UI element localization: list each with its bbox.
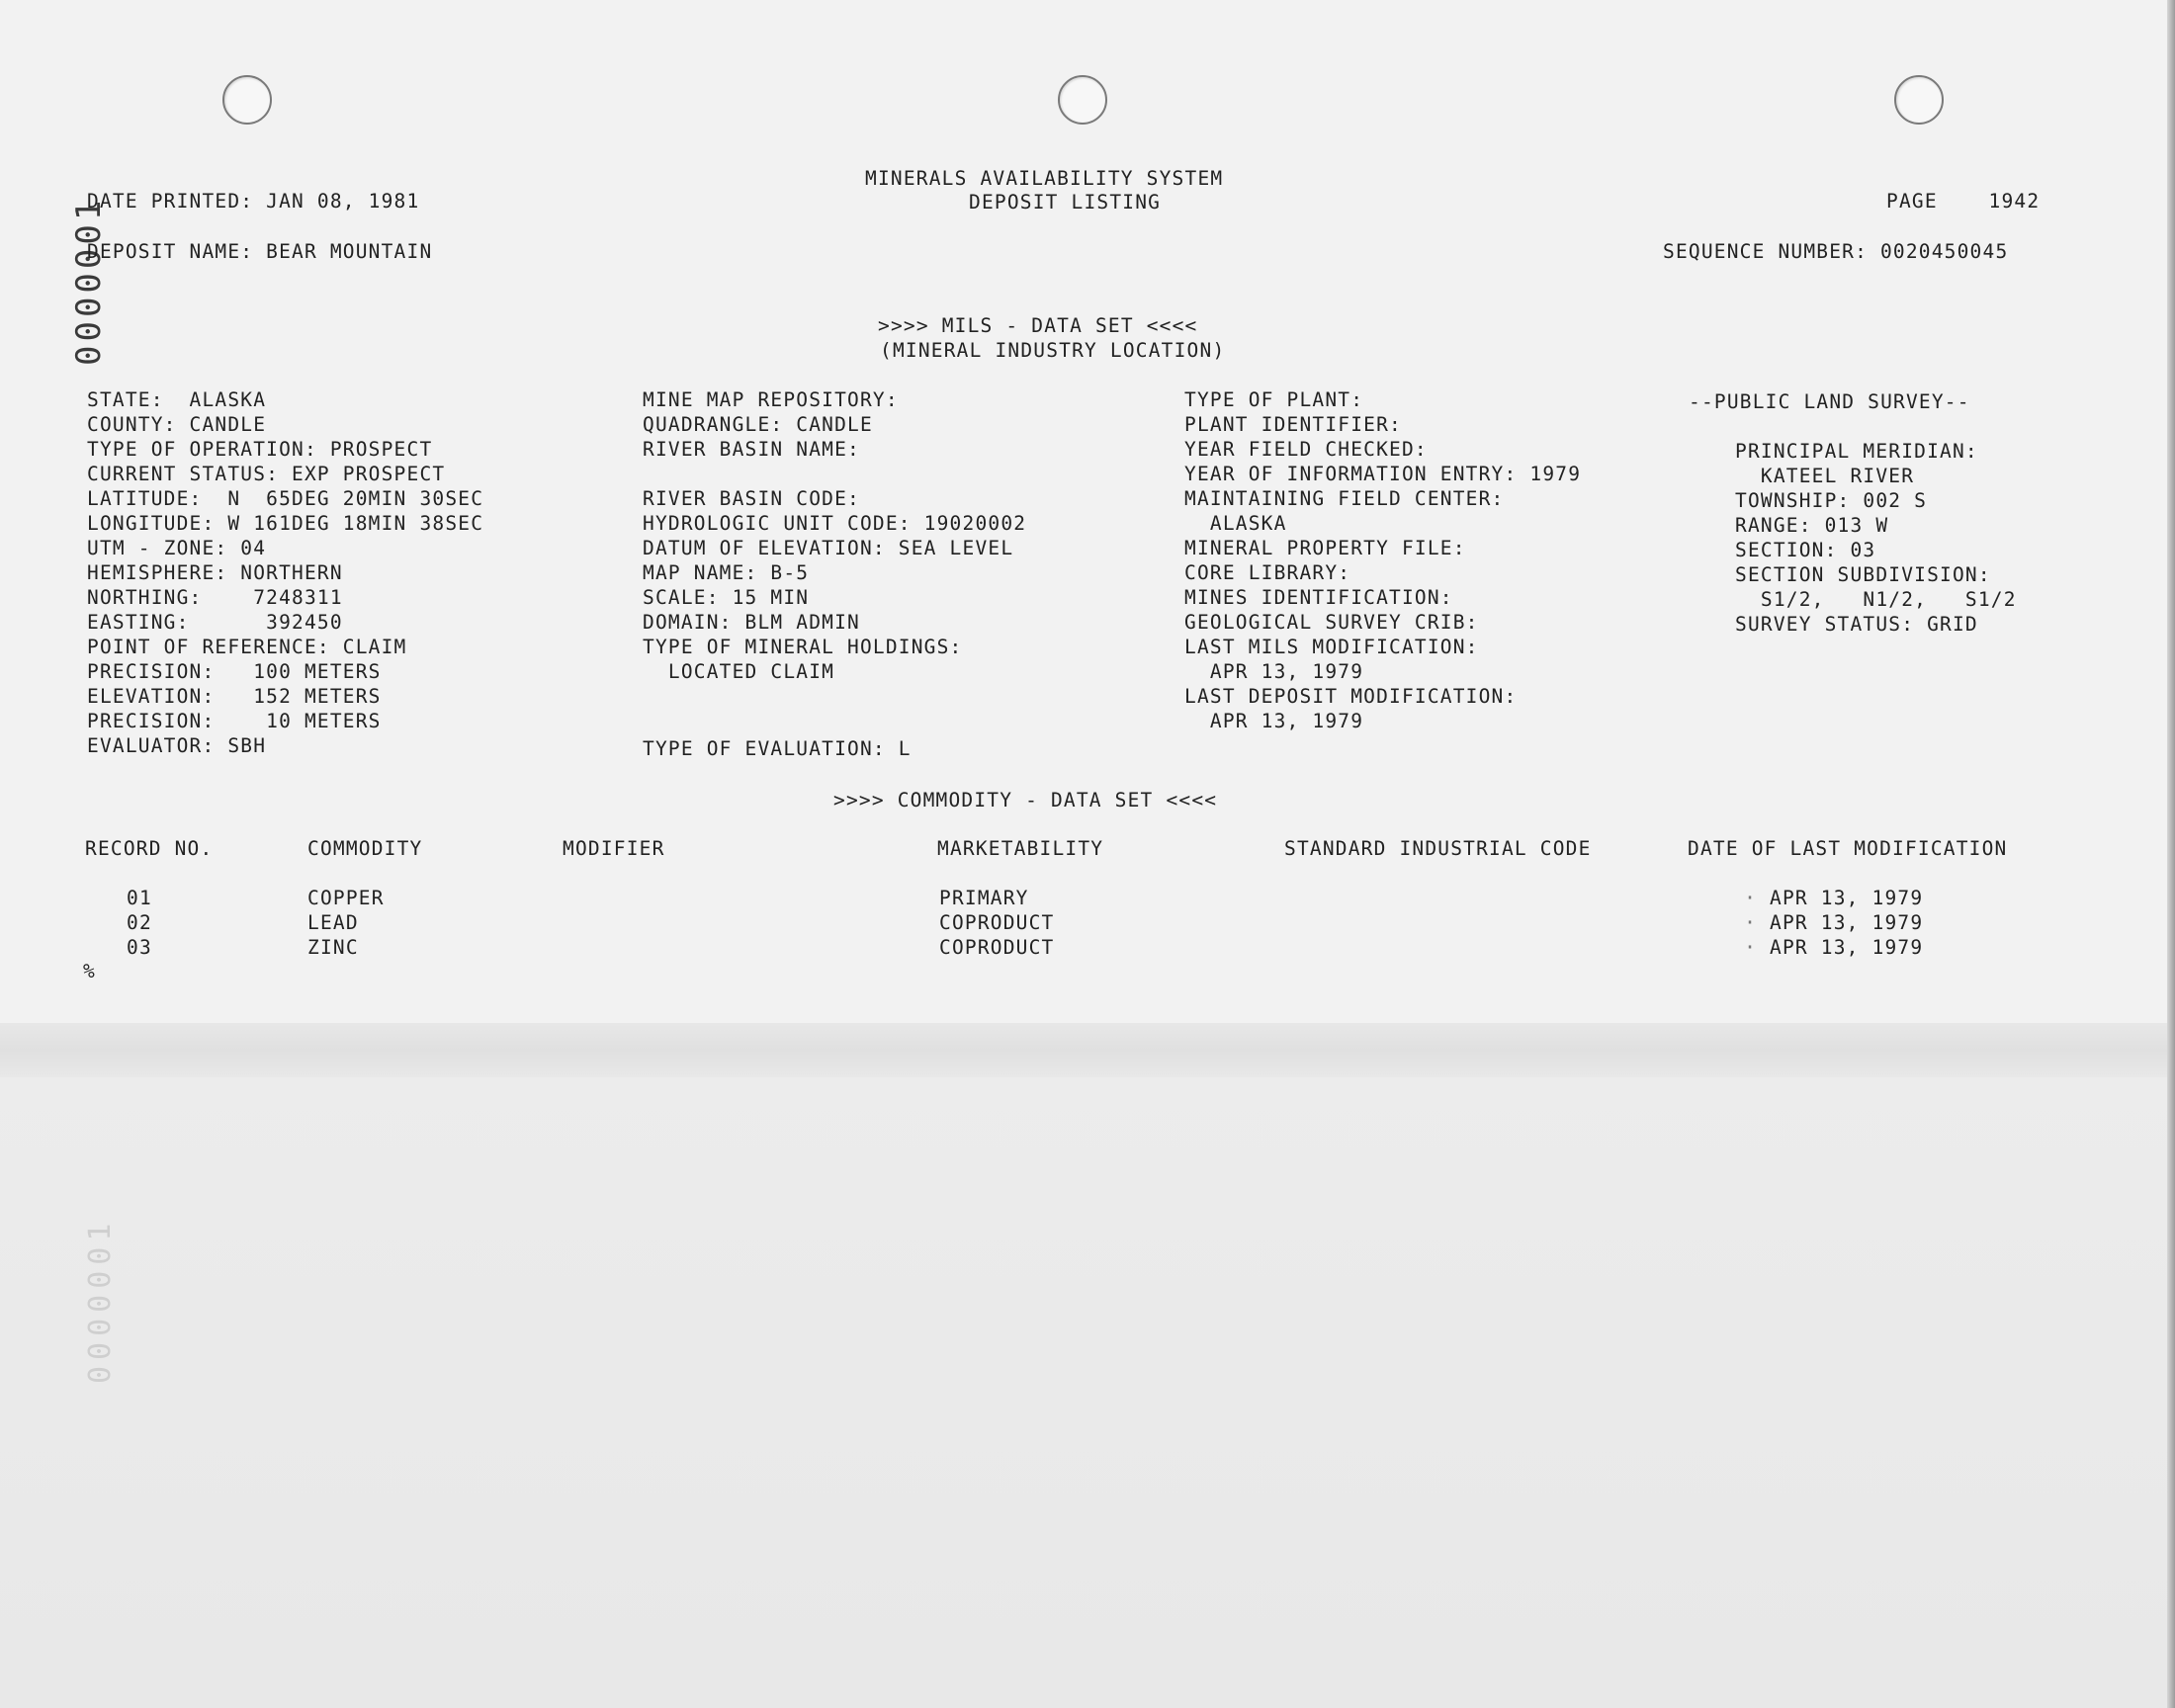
end-mark: % [83,960,96,982]
commodity-title: >>>> COMMODITY - DATA SET <<<< [833,789,1218,811]
header-modifier: MODIFIER [563,837,665,860]
survey-line: SECTION: 03 [1735,539,1876,561]
survey-line: SECTION SUBDIVISION: [1735,563,1991,586]
margin-number: 0000001 [69,196,109,366]
record-no: 02 [127,911,152,934]
mils-line: DATUM OF ELEVATION: SEA LEVEL [643,537,1014,559]
mils-line: PLANT IDENTIFIER: [1184,413,1402,436]
mils-line: MAINTAINING FIELD CENTER: [1184,487,1505,510]
mils-line: LAST MILS MODIFICATION: [1184,636,1479,658]
dot-mark: · [1744,886,1757,909]
mils-line: DOMAIN: BLM ADMIN [643,611,860,634]
modification-date: APR 13, 1979 [1770,887,1924,909]
mils-line: APR 13, 1979 [1184,660,1364,683]
punch-hole-right [1894,75,1944,125]
mils-line: MINERAL PROPERTY FILE: [1184,537,1466,559]
modification-date: APR 13, 1979 [1770,911,1924,934]
header-date: DATE OF LAST MODIFICATION [1688,837,2008,860]
page-number: PAGE 1942 [1886,190,2041,213]
mils-line: POINT OF REFERENCE: CLAIM [87,636,407,658]
mils-line: EASTING: 392450 [87,611,343,634]
system-title: MINERALS AVAILABILITY SYSTEM [865,167,1224,190]
date-printed: DATE PRINTED: JAN 08, 1981 [87,190,420,213]
commodity-name: ZINC [307,936,359,959]
marketability: COPRODUCT [939,936,1055,959]
punch-hole-center [1058,75,1107,125]
mils-line: RIVER BASIN NAME: [643,438,860,461]
survey-line: S1/2, N1/2, S1/2 [1735,588,2017,611]
mils-line: MAP NAME: B-5 [643,561,810,584]
mils-line: NORTHING: 7248311 [87,586,343,609]
mils-line: MINES IDENTIFICATION: [1184,586,1453,609]
punch-hole-left [222,75,272,125]
mils-line: UTM - ZONE: 04 [87,537,267,559]
mils-line: ELEVATION: 152 METERS [87,685,382,708]
header-sic: STANDARD INDUSTRIAL CODE [1284,837,1592,860]
mils-line: SCALE: 15 MIN [643,586,810,609]
mils-line: PRECISION: 10 METERS [87,710,382,732]
mils-line: TYPE OF MINERAL HOLDINGS: [643,636,963,658]
survey-line: TOWNSHIP: 002 S [1735,489,1928,512]
survey-line: PRINCIPAL MERIDIAN: [1735,440,1978,463]
mils-line: CURRENT STATUS: EXP PROSPECT [87,463,446,485]
record-no: 01 [127,887,152,909]
mils-line: YEAR FIELD CHECKED: [1184,438,1428,461]
dot-mark: · [1744,910,1757,934]
mils-title: >>>> MILS - DATA SET <<<< [878,314,1198,337]
header-commodity: COMMODITY [307,837,423,860]
mils-line: PRECISION: 100 METERS [87,660,382,683]
mils-line: COUNTY: CANDLE [87,413,267,436]
deposit-name: DEPOSIT NAME: BEAR MOUNTAIN [87,240,433,263]
page-edge [2167,0,2175,1708]
mils-line: CORE LIBRARY: [1184,561,1351,584]
scan-band [0,1023,2175,1077]
marketability: PRIMARY [939,887,1029,909]
mils-line: TYPE OF OPERATION: PROSPECT [87,438,433,461]
header-marketability: MARKETABILITY [937,837,1104,860]
mils-line: STATE: ALASKA [87,388,267,411]
mils-line: EVALUATOR: SBH [87,734,267,757]
mils-line: GEOLOGICAL SURVEY CRIB: [1184,611,1479,634]
survey-line: --PUBLIC LAND SURVEY-- [1689,390,1970,413]
mils-line: TYPE OF EVALUATION: L [643,737,912,760]
mils-line: LONGITUDE: W 161DEG 18MIN 38SEC [87,512,484,535]
margin-number-faint: 0000001 [83,1217,118,1384]
mils-line: RIVER BASIN CODE: [643,487,860,510]
record-no: 03 [127,936,152,959]
commodity-name: COPPER [307,887,385,909]
mils-line: QUADRANGLE: CANDLE [643,413,873,436]
commodity-name: LEAD [307,911,359,934]
mils-line: ALASKA [1184,512,1287,535]
sequence-number: SEQUENCE NUMBER: 0020450045 [1663,240,2009,263]
survey-line: KATEEL RIVER [1735,465,1915,487]
mils-subtitle: (MINERAL INDUSTRY LOCATION) [880,339,1226,362]
mils-line: MINE MAP REPOSITORY: [643,388,899,411]
marketability: COPRODUCT [939,911,1055,934]
survey-line: RANGE: 013 W [1735,514,1889,537]
mils-line: TYPE OF PLANT: [1184,388,1364,411]
mils-line: LATITUDE: N 65DEG 20MIN 30SEC [87,487,484,510]
listing-title: DEPOSIT LISTING [969,191,1162,214]
mils-line: LOCATED CLAIM [643,660,835,683]
modification-date: APR 13, 1979 [1770,936,1924,959]
page-lower-shade [0,1023,2175,1708]
mils-line: HYDROLOGIC UNIT CODE: 19020002 [643,512,1027,535]
survey-line: SURVEY STATUS: GRID [1735,613,1978,636]
mils-line: APR 13, 1979 [1184,710,1364,732]
dot-mark: · [1744,935,1757,959]
mils-line: YEAR OF INFORMATION ENTRY: 1979 [1184,463,1582,485]
mils-line: HEMISPHERE: NORTHERN [87,561,343,584]
mils-line: LAST DEPOSIT MODIFICATION: [1184,685,1518,708]
header-record-no: RECORD NO. [85,837,214,860]
